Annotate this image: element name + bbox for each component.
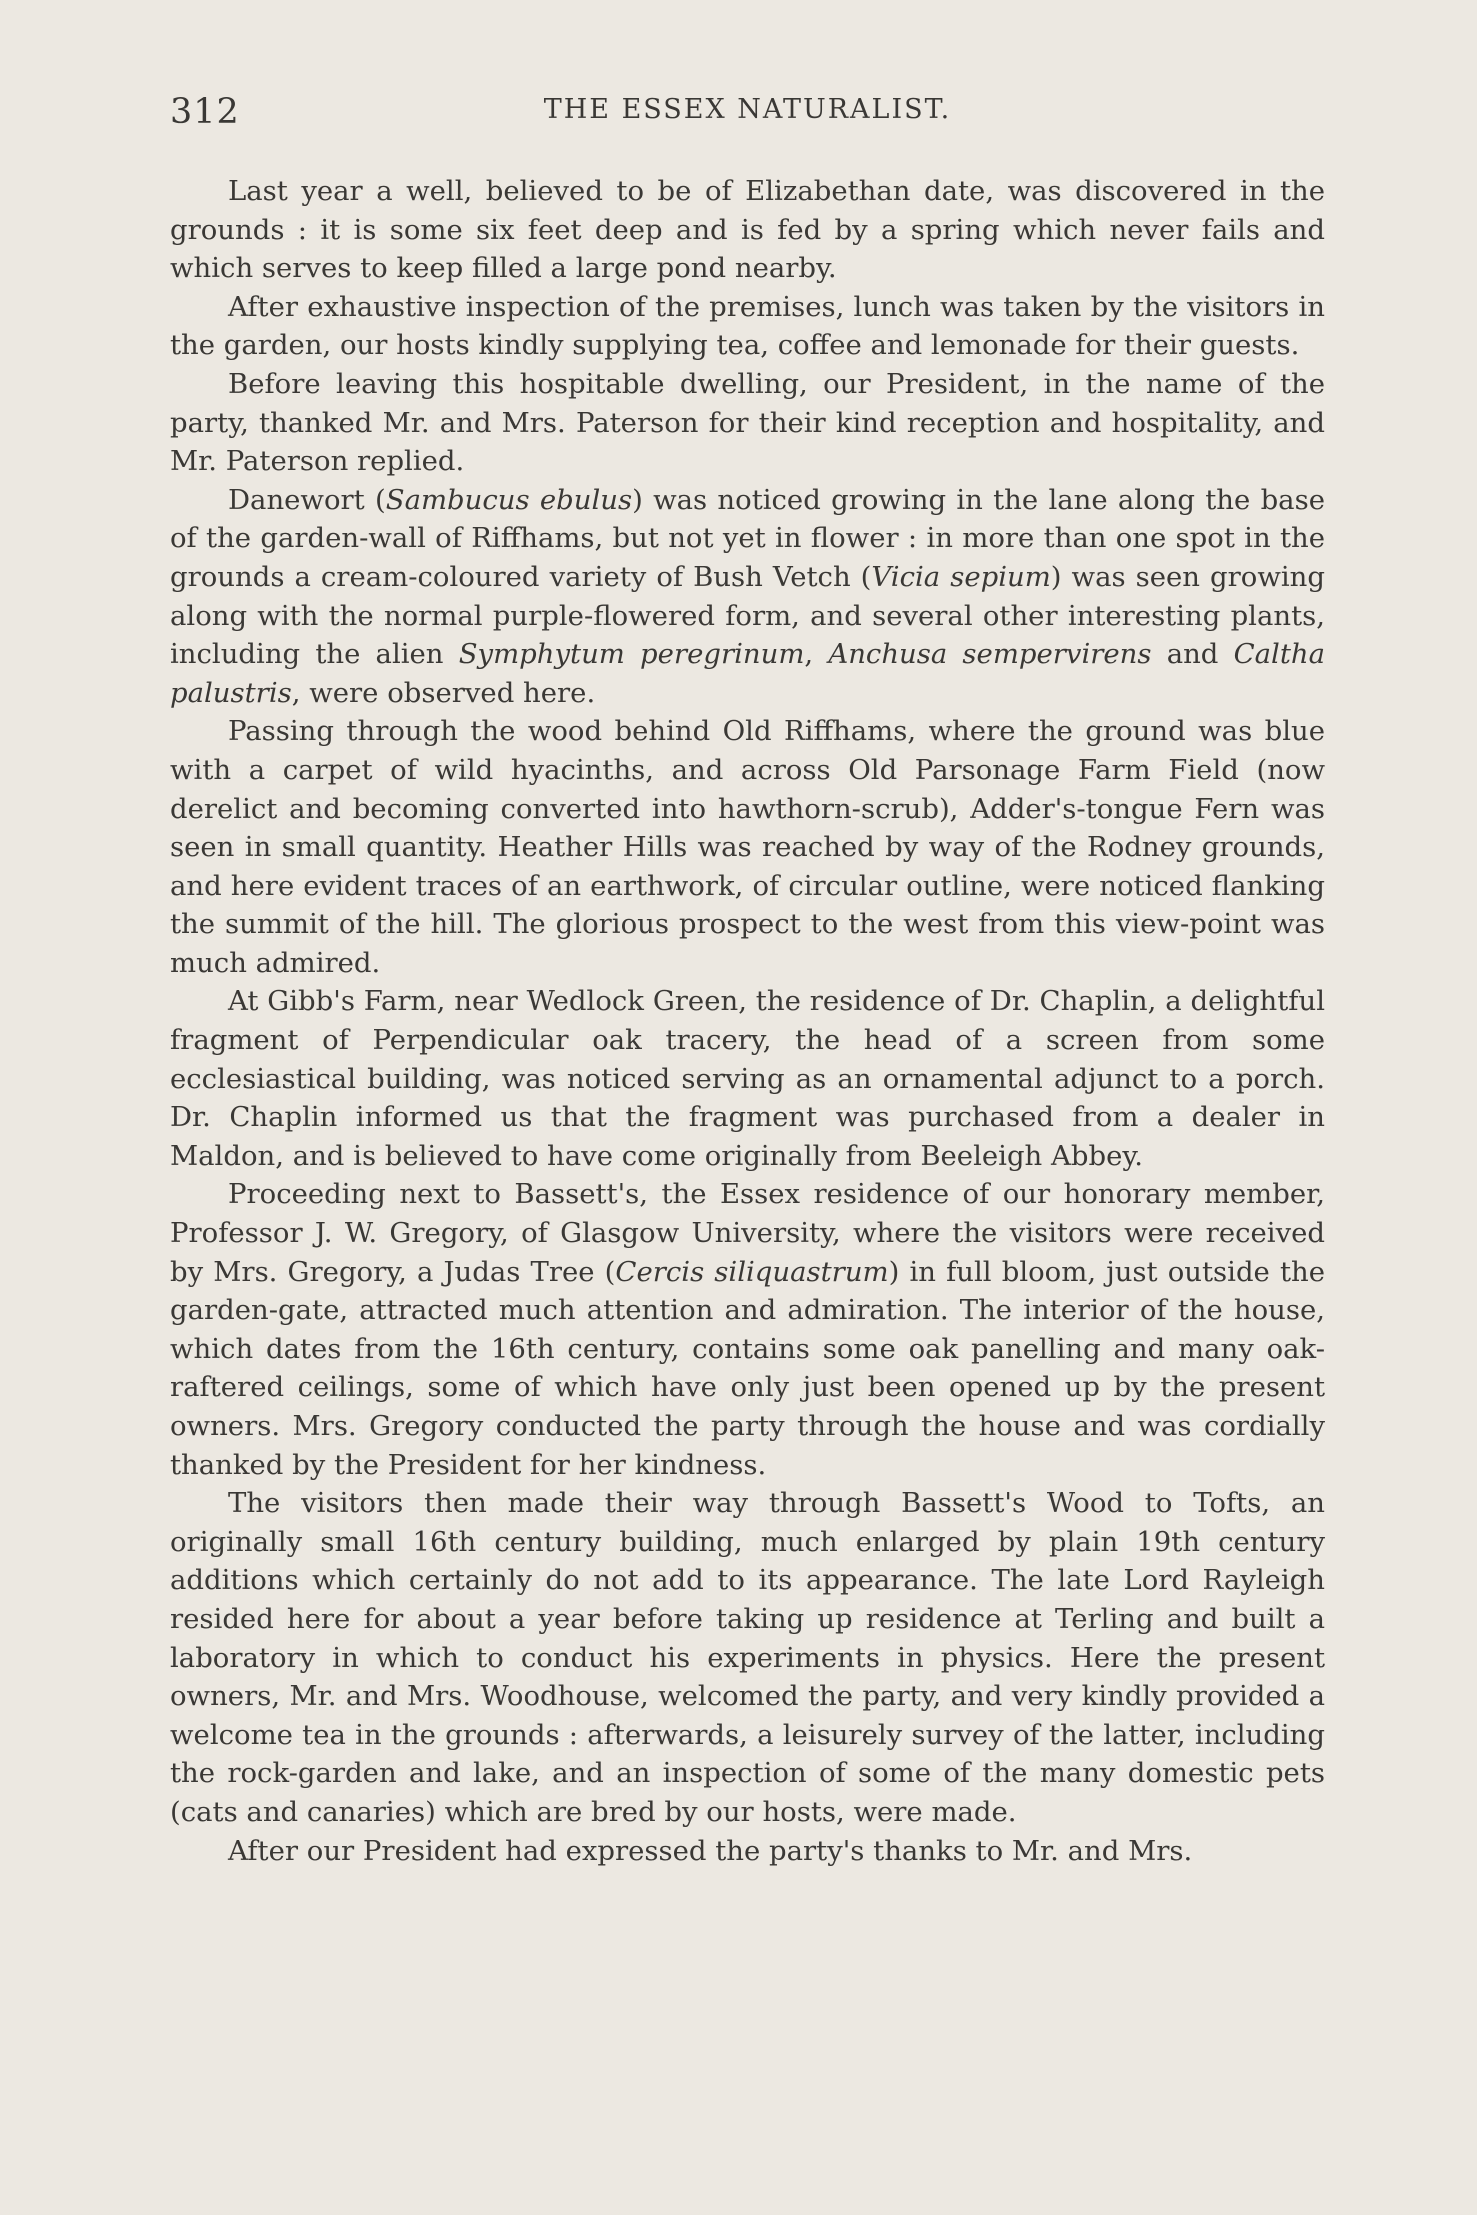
paragraph-text: ) was seen growing along with the normal purple-flowered form, and several other interesting plants, including the alien — [170, 560, 1325, 671]
species-name: Vicia sepium — [871, 560, 1051, 593]
paragraph-text: Proceeding next to Bassett's, the Essex residence of our honorary member, Professor J. W. Gregory, of Glasgow University, where the visitors were received by Mrs. Gregory, a Judas Tree ( — [170, 1178, 1325, 1288]
paragraph: At Gibb's Farm, near Wedlock Green, the residence of Dr. Chaplin, a delightful fragment of Perpendicular oak tracery, the head of a screen from some ecclesiastical building, was noticed serving as an ornamental adjunct to a porch. Dr. Chaplin informed us that the fragment was purchased from a dealer in Maldon, and is believed to have come originally from Beeleigh Abbey. — [170, 985, 1325, 1172]
running-head — [170, 88, 1325, 138]
paragraph: Passing through the wood behind Old Riffhams, where the ground was blue with a carpet of wild hyacinths, and across Old Parsonage Farm Field (now derelict and becoming converted into hawthorn-scrub), Adder's-tongue Fern was seen in small quantity. Heather Hills was reached by way of the Rodney grounds, and here evident traces of an earthwork, of circular outline, were noticed flanking the summit of the hill. The glorious prospect to the west from this view-point was much admired. — [170, 715, 1325, 979]
article-body — [170, 172, 1325, 1870]
species-name: Sambucus ebulus — [385, 483, 633, 516]
species-name: Cercis siliquastrum — [615, 1255, 889, 1288]
page-number: 312 — [170, 92, 240, 132]
paragraph: After our President had expressed the party's thanks to Mr. and Mrs. — [228, 1834, 1193, 1867]
paragraph: Last year a well, believed to be of Elizabethan date, was discovered in the grounds : it is some six feet deep and is fed by a spring which never fails and which serves to keep filled a large pond nearby. — [170, 175, 1325, 285]
paragraph-text: , were observed here. — [291, 676, 596, 709]
paragraph: After exhaustive inspection of the premises, lunch was taken by the visitors in the garden, our hosts kindly supplying tea, coffee and lemonade for their guests. — [170, 290, 1325, 362]
paragraph: The visitors then made their way through Bassett's Wood to Tofts, an originally small 16th century building, much enlarged by plain 19th century additions which certainly do not add to its appearance. The late Lord Rayleigh resided here for about a year before taking up residence at Terling and built a laboratory in which to conduct his experiments in physics. Here the present owners, Mr. and Mrs. Woodhouse, welcomed the party, and very kindly provided a welcome tea in the grounds : afterwards, a leisurely survey of the latter, including the rock-garden and lake, and an inspection of some of the many domestic pets (cats and canaries) which are bred by our hosts, were made. — [170, 1487, 1325, 1828]
species-name: Caltha palustris — [170, 638, 1325, 709]
paragraph-text: ) was noticed growing in the lane along the base of the garden-wall of Riffhams, but not yet in flower : in more than one spot in the grounds a cream-coloured variety of Bush Vetch ( — [170, 483, 1325, 593]
paragraph-text: ) in full bloom, just outside the garden-gate, attracted much attention and admiration. The interior of the house, which dates from the 16th century, contains some oak panelling and many oak-raftered ceilings, some of which have only just been opened up by the present owners. Mrs. Gregory conducted the party through the house and was cordially thanked by the President for her kindness. — [170, 1255, 1325, 1481]
paragraph — [170, 481, 1325, 713]
species-name: Anchusa sempervirens — [828, 638, 1152, 671]
paragraph-text: Danewort ( — [228, 483, 386, 516]
paragraph: Before leaving this hospitable dwelling, our President, in the name of the party, thanked Mr. and Mrs. Paterson for their kind reception and hospitality, and Mr. Paterson replied. — [170, 367, 1325, 478]
species-name: Symphytum peregrinum — [458, 638, 805, 671]
journal-title: THE ESSEX NATURALIST. — [543, 94, 952, 125]
paragraph-text: , — [804, 638, 829, 671]
paragraph — [170, 1175, 1325, 1484]
paragraph-text: and — [1151, 638, 1234, 671]
